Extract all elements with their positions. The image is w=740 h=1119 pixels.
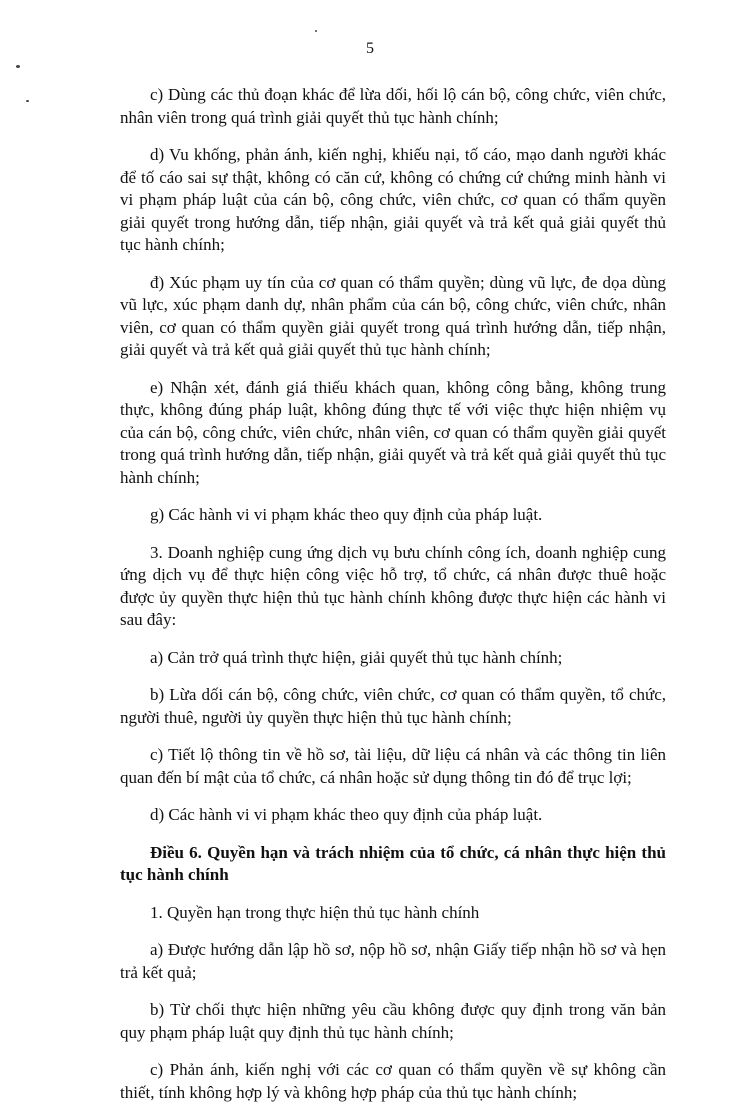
scan-speck <box>26 100 29 102</box>
paragraph-6-1: 1. Quyền hạn trong thực hiện thủ tục hành chính <box>150 902 480 922</box>
page-number: 5 <box>366 40 374 57</box>
paragraph-5-3: 3. Doanh nghiệp cung ứng dịch vụ bưu chính công ích, doanh nghiệp cung ứng dịch vụ để thực hiện công việc hỗ trợ, tổ chức, cá nhân được thuê hoặc được ủy quyền thực hiện thủ tục hành chính không được thực hiện các hành vi sau đây: <box>120 542 666 629</box>
paragraph-5-2-d: d) Vu khống, phản ánh, kiến nghị, khiếu nại, tố cáo, mạo danh người khác để tố cáo sai sự thật, không có căn cứ, không có chứng cứ chứng minh hành vi vi phạm pháp luật của cán bộ, công chức, viên chức, cơ quan có thẩm quyền giải quyết trong hướng dẫn, tiếp nhận, giải quyết và trả kết quả giải quyết thủ tục hành chính; <box>120 145 666 254</box>
paragraph-5-2-c: c) Dùng các thủ đoạn khác để lừa dối, hối lộ cán bộ, công chức, viên chức, nhân viên trong quá trình giải quyết thủ tục hành chính; <box>120 85 666 127</box>
paragraph-5-2-g: g) Các hành vi vi phạm khác theo quy định của pháp luật. <box>150 505 543 524</box>
paragraph-6-1-c: c) Phản ánh, kiến nghị với các cơ quan có thẩm quyền về sự không cần thiết, tính không hợp lý và không hợp pháp của thủ tục hành chính; <box>120 1060 666 1102</box>
scan-speck <box>315 30 317 32</box>
paragraph-6-1-a: a) Được hướng dẫn lập hồ sơ, nộp hồ sơ, nhận Giấy tiếp nhận hồ sơ và hẹn trả kết quả; <box>120 940 666 982</box>
paragraph-5-3-a: a) Cản trở quá trình thực hiện, giải quyết thủ tục hành chính; <box>150 647 563 667</box>
paragraph-5-2-e: e) Nhận xét, đánh giá thiếu khách quan, không công bằng, không trung thực, không đúng pháp luật, không đúng thực tế với việc thực hiện nhiệm vụ của cán bộ, công chức, viên chức, nhân viên, cơ quan có thẩm quyền giải quyết trong quá trình hướng dẫn, tiếp nhận, giải quyết và trả kết quả giải quyết thủ tục hành chính; <box>120 377 666 487</box>
paragraph-5-2-dd: đ) Xúc phạm uy tín của cơ quan có thẩm quyền; dùng vũ lực, đe dọa dùng vũ lực, xúc phạm danh dự, nhân phẩm của cán bộ, công chức, viên chức, nhân viên, cơ quan có thẩm quyền giải quyết trong quá trình hướng dẫn, tiếp nhận, giải quyết và trả kết quả giải quyết thủ tục hành chính; <box>120 272 666 359</box>
document-body <box>120 84 666 1119</box>
scan-speck <box>16 65 20 68</box>
paragraph-5-3-c: c) Tiết lộ thông tin về hồ sơ, tài liệu, dữ liệu cá nhân và các thông tin liên quan đến bí mật của tổ chức, cá nhân hoặc sử dụng thông tin đó để trục lợi; <box>120 745 666 787</box>
paragraph-5-3-d: d) Các hành vi vi phạm khác theo quy định của pháp luật. <box>150 805 543 824</box>
article-6-heading: Điều 6. Quyền hạn và trách nhiệm của tổ chức, cá nhân thực hiện thủ tục hành chính <box>120 842 666 884</box>
paragraph-5-3-b: b) Lừa dối cán bộ, công chức, viên chức, cơ quan có thẩm quyền, tổ chức, người thuê, người ủy quyền thực hiện thủ tục hành chính; <box>120 685 666 727</box>
paragraph-6-1-b: b) Từ chối thực hiện những yêu cầu không được quy định trong văn bản quy phạm pháp luật quy định thủ tục hành chính; <box>120 1000 666 1042</box>
